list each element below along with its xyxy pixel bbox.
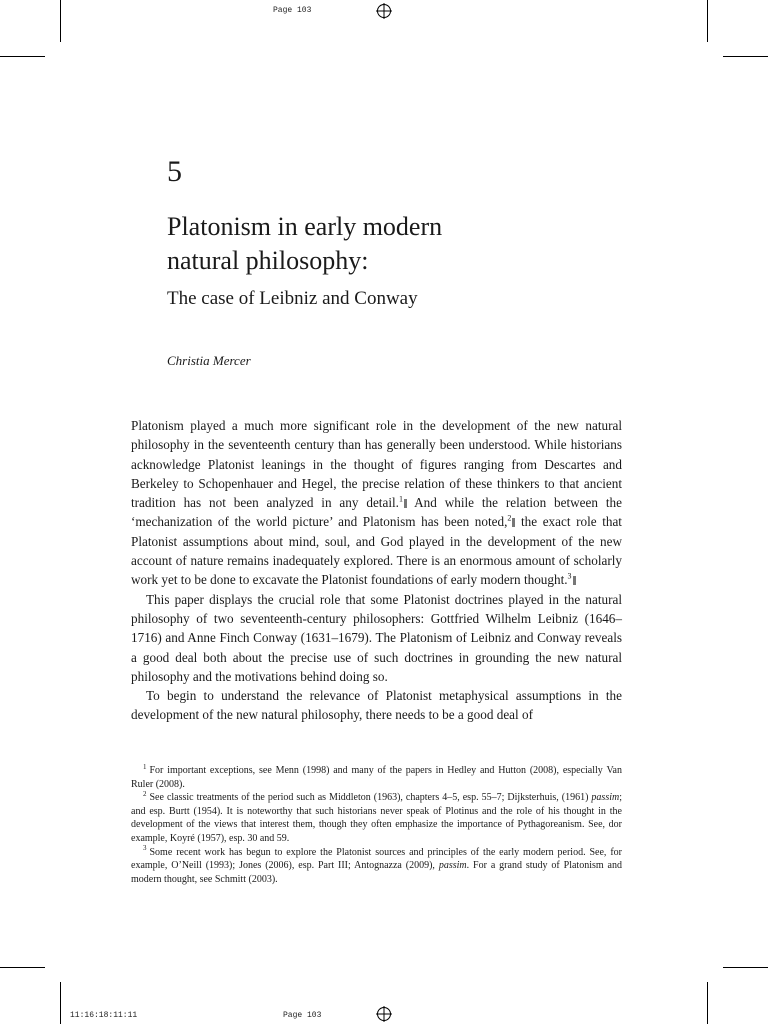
footnote-reference-1[interactable]: 1 <box>398 494 403 504</box>
paragraph-2: This paper displays the crucial role that some Platonist doctrines played in the natural philosophy of two seventeenth-century philosophers: Gottfried Wilhelm Leibniz (1646–1716) and Anne Finch Conway (1631–1679). The Platonism of Leibniz and Conway reveals a good deal both about the precise use of such doctrines in grounding the new natural philosophy and the motivations behind doing so. <box>131 591 622 684</box>
footer-timestamp: 11:16:18:11:11 <box>70 1011 138 1020</box>
chapter-title-line-1: Platonism in early modern <box>167 212 443 241</box>
footnotes <box>131 764 622 886</box>
footnote-3: $^3$ Some recent work has begun to explore the Platonist sources and principles of the early modern period. See, for example, O’Neill (1993); Jones (2006), esp. Part III; Antognazza (2009), passim. For a grand study of Platonism and modern thought, see Schmitt (2003). <box>131 844 623 885</box>
crop-mark-bottom-right-horizontal <box>723 967 768 968</box>
body-text <box>131 416 622 725</box>
crop-mark-top-left-vertical <box>60 0 61 42</box>
footnote-reference-3[interactable]: 3 <box>567 571 572 581</box>
crop-mark-top-left-horizontal <box>0 56 45 57</box>
footnote-1: $^1$ For important exceptions, see Menn (1998) and many of the papers in Hedley and Hutton (2008), especially Van Ruler (2008). <box>131 762 622 790</box>
crop-mark-top-right-horizontal <box>723 56 768 57</box>
paragraph-3: To begin to understand the relevance of Platonist metaphysical assumptions in the development of the new natural philosophy, there needs to be a good deal of <box>131 688 622 723</box>
registration-mark-icon <box>376 1006 392 1022</box>
crop-mark-top-right-vertical <box>707 0 708 42</box>
footnote-2: $^2$ See classic treatments of the period such as Middleton (1963), chapters 4–5, esp. 55–7; Dijksterhuis, (1961) passim; and esp. Burtt (1954). It is noteworthy that such historians never speak of Plotinus and the role of his thought in the development of the views that interest them, though they often emphasize the importance of Pythagoreanism. See, dor example, Koyré (1957), esp. 30 and 59. <box>131 789 622 844</box>
footnote-link-marker <box>573 576 576 585</box>
author-name: Christia Mercer <box>167 353 251 368</box>
footer-page-label: Page 103 <box>283 1011 322 1020</box>
header-page-label: Page 103 <box>273 6 312 15</box>
chapter-title <box>167 210 587 278</box>
chapter-subtitle: The case of Leibniz and Conway <box>167 288 418 309</box>
crop-mark-bottom-left-horizontal <box>0 967 45 968</box>
chapter-number: 5 <box>167 155 182 188</box>
footnote-reference-2[interactable]: 2 <box>507 514 512 524</box>
chapter-title-line-2: natural philosophy: <box>167 246 369 275</box>
crop-mark-bottom-right-vertical <box>707 982 708 1024</box>
paragraph-1: Platonism played a much more significant role in the development of the new natural philosophy in the seventeenth century than has generally been understood. While historians acknowledge Platonist leanings in the thought of figures ranging from Descartes and Berkeley to Schopenhauer and Hegel, the precise relation of these thinkers to that ancient tradition has not been analyzed in any detail.$^1$ And while the relation between the ‘mechanization of the world picture’ and Platonism has been noted,$^2$ the exact role that Platonist assumptions about mind, soul, and God played in the development of the new account of nature remains inadequately explored. There is an enormous amount of scholarly work yet to be done to excavate the Platonist foundations of early modern thought.$^3$ <box>131 418 622 588</box>
crop-mark-bottom-left-vertical <box>60 982 61 1024</box>
registration-mark-icon <box>376 3 392 19</box>
